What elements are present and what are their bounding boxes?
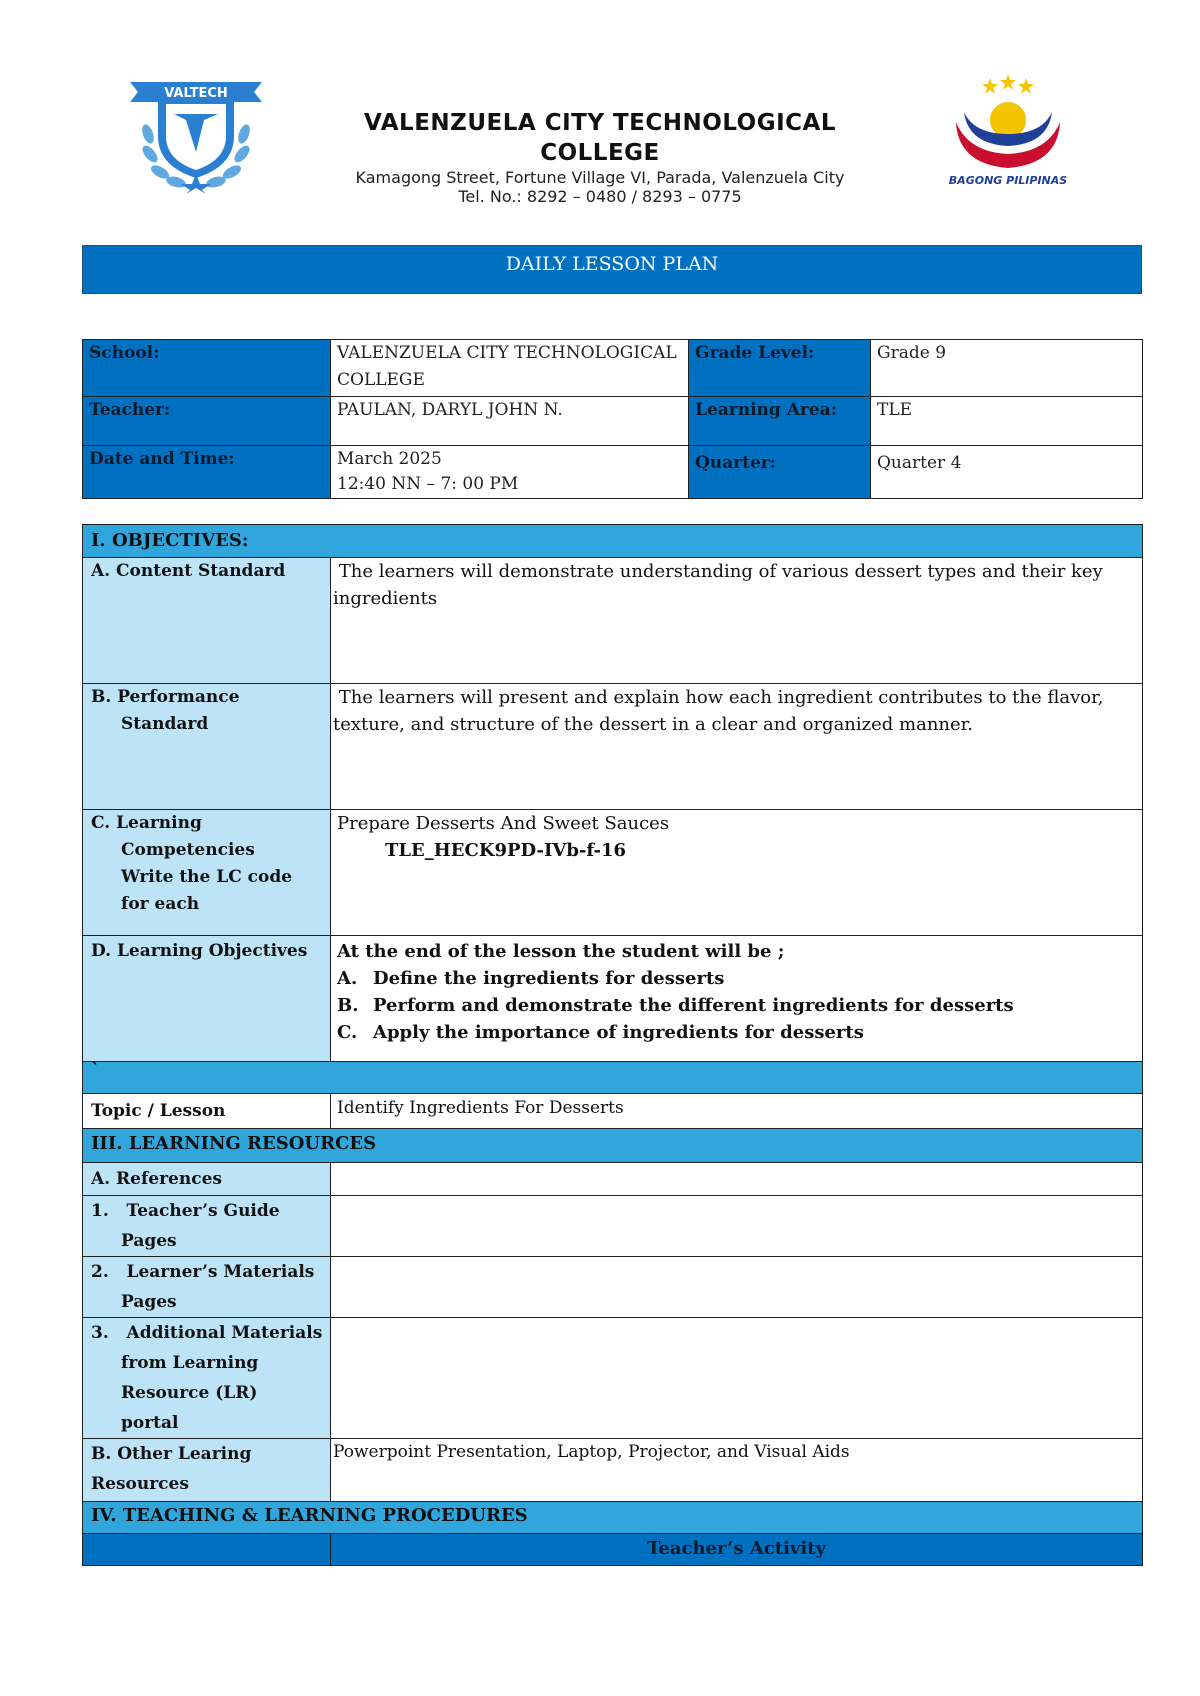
quarter-value: Quarter 4 xyxy=(871,446,1143,499)
school-label: School: xyxy=(83,340,331,397)
competency-text: Prepare Desserts And Sweet Sauces xyxy=(337,813,670,834)
references-value xyxy=(331,1163,1143,1196)
learning-competencies-label xyxy=(83,810,331,936)
additional-materials-label-line: from Learning xyxy=(121,1353,259,1373)
grade-level-label: Grade Level: xyxy=(689,340,871,397)
blank-section-row: ` xyxy=(83,1062,1143,1094)
valtech-logo xyxy=(126,74,266,194)
additional-materials-label-line: 3. Additional Materials xyxy=(91,1323,323,1343)
learning-area-label: Learning Area: xyxy=(689,397,871,446)
other-resources-label-line: Resources xyxy=(91,1474,189,1494)
learners-materials-value xyxy=(331,1257,1143,1318)
objective-letter: A. xyxy=(337,968,358,989)
teachers-guide-label-line: Pages xyxy=(121,1231,177,1251)
objective-text: Define the ingredients for desserts xyxy=(373,968,725,989)
objective-text: Apply the importance of ingredients for desserts xyxy=(373,1022,864,1043)
date-time-label: Date and Time: xyxy=(83,446,331,499)
lesson-plan-table xyxy=(82,524,1143,1566)
teachers-guide-label-line: 1. Teacher’s Guide xyxy=(91,1201,280,1221)
valtech-logo-text: VALTECH xyxy=(164,86,228,101)
references-label: A. References xyxy=(83,1163,331,1196)
learning-resources-section-title: III. LEARNING RESOURCES xyxy=(83,1129,1143,1163)
learners-materials-label-line: 2. Learner’s Materials xyxy=(91,1262,315,1282)
school-value: VALENZUELA CITY TECHNOLOGICAL COLLEGE xyxy=(331,340,689,397)
learning-objectives-intro: At the end of the lesson the student will be ; xyxy=(337,941,785,962)
procedures-header-blank xyxy=(83,1534,331,1566)
quarter-label: Quarter: xyxy=(689,446,871,499)
teachers-guide-value xyxy=(331,1196,1143,1257)
objective-text: Perform and demonstrate the different ingredients for desserts xyxy=(373,995,1014,1016)
competency-code: TLE_HECK9PD-IVb-f-16 xyxy=(385,840,627,861)
performance-standard-value: The learners will present and explain how each ingredient contributes to the flavor, texture, and structure of the dessert in a clear and organized manner. xyxy=(331,684,1143,810)
college-address: Kamagong Street, Fortune Village VI, Parada, Valenzuela City xyxy=(355,168,845,187)
grade-level-value: Grade 9 xyxy=(871,340,1143,397)
info-table xyxy=(82,339,1143,499)
objectives-section-title: I. OBJECTIVES: xyxy=(83,525,1143,558)
competency-label-line: for each xyxy=(121,894,200,914)
date-value: March 2025 xyxy=(337,449,442,469)
bagong-pilipinas-logo xyxy=(938,72,1078,192)
learning-competencies-value xyxy=(331,810,1143,936)
other-resources-label xyxy=(83,1439,331,1502)
objective-letter: B. xyxy=(337,995,359,1016)
competency-label-line: Competencies xyxy=(121,840,255,860)
college-name: VALENZUELA CITY TECHNOLOGICAL COLLEGE xyxy=(364,110,836,166)
other-resources-value: Powerpoint Presentation, Laptop, Projector, and Visual Aids xyxy=(331,1439,1143,1502)
topic-value: Identify Ingredients For Desserts xyxy=(331,1094,1143,1129)
topic-label: Topic / Lesson xyxy=(83,1094,331,1129)
date-time-value xyxy=(331,446,689,499)
teacher-value: PAULAN, DARYL JOHN N. xyxy=(331,397,689,446)
learning-objective-item xyxy=(337,965,1136,992)
competency-label-line: Write the LC code xyxy=(121,867,293,887)
objective-letter: C. xyxy=(337,1022,358,1043)
learning-objectives-label: D. Learning Objectives xyxy=(83,936,331,1062)
teachers-activity-header: Teacher’s Activity xyxy=(331,1534,1143,1566)
additional-materials-label-line: portal xyxy=(121,1413,179,1433)
procedures-section-title: IV. TEACHING & LEARNING PROCEDURES xyxy=(83,1502,1143,1534)
content-standard-value: The learners will demonstrate understanding of various dessert types and their key ingredients xyxy=(331,558,1143,684)
college-contact xyxy=(320,168,880,206)
teacher-label: Teacher: xyxy=(83,397,331,446)
bagong-pilipinas-text: BAGONG PILIPINAS xyxy=(948,174,1068,187)
college-phone: Tel. No.: 8292 – 0480 / 8293 – 0775 xyxy=(458,187,742,206)
performance-label-line: B. Performance xyxy=(91,687,240,707)
learners-materials-label xyxy=(83,1257,331,1318)
content-standard-label: A. Content Standard xyxy=(83,558,331,684)
competency-label-line: C. Learning xyxy=(91,813,202,833)
learning-area-value: TLE xyxy=(871,397,1143,446)
learning-objective-item xyxy=(337,992,1136,1019)
additional-materials-value xyxy=(331,1318,1143,1439)
learners-materials-label-line: Pages xyxy=(121,1292,177,1312)
additional-materials-label xyxy=(83,1318,331,1439)
learning-objectives-value xyxy=(331,936,1143,1062)
time-value: 12:40 NN – 7: 00 PM xyxy=(337,474,519,494)
performance-standard-label xyxy=(83,684,331,810)
teachers-guide-label xyxy=(83,1196,331,1257)
other-resources-label-line: B. Other Learing xyxy=(91,1444,252,1464)
learning-objective-item xyxy=(337,1019,1136,1046)
additional-materials-label-line: Resource (LR) xyxy=(121,1383,258,1403)
performance-label-line: Standard xyxy=(121,714,209,734)
daily-lesson-plan-banner: DAILY LESSON PLAN xyxy=(82,245,1142,294)
